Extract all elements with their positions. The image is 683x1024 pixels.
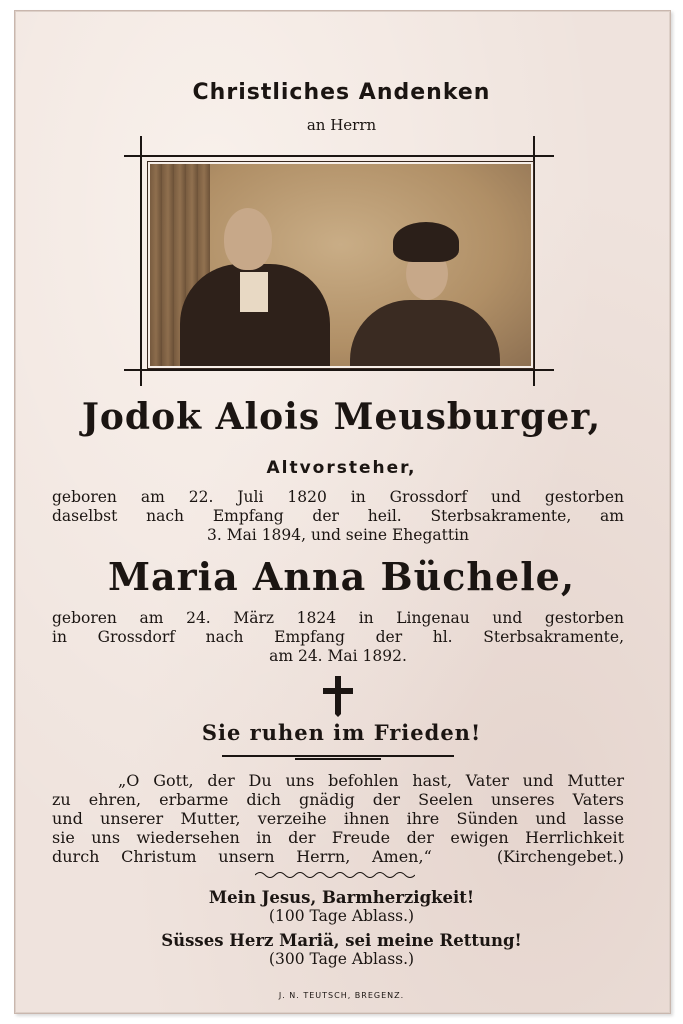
frame-right-line [533,136,535,386]
biography-paragraph-1 [52,488,624,545]
card-subheading: an Herrn [306,116,377,134]
divider-rule-thick [295,758,381,760]
deceased-name-2: Maria Anna Büchele, [107,554,576,599]
deceased-name-1: Jodok Alois Meusburger, [81,396,602,438]
divider-rule [222,755,454,757]
prayer-line-3: und unserer Mutter, verzeihe ihnen ihre Sünden und lasse [52,809,624,828]
photo-man-shirt [240,272,268,312]
couple-photograph [148,162,533,368]
indulgence-days-1: (100 Tage Ablass.) [268,907,415,925]
bio2-line-1: geboren am 24. März 1824 in Lingenau und gestorben [52,609,624,627]
prayer-line-2: zu ehren, erbarme dich gnädig der Seelen unseres Vaters [52,790,624,809]
frame-top-line [124,155,554,157]
biography-paragraph-2 [52,609,624,666]
indulgence-prayer-2: Süsses Herz Mariä, sei meine Rettung! [161,931,522,950]
photo-woman-hat [393,222,459,262]
bio1-line-2: daselbst nach Empfang der heil. Sterbsakramente, am [52,507,624,525]
bio2-line-3: am 24. Mai 1892. [269,647,407,665]
bio1-line-1: geboren am 22. Juli 1820 in Grossdorf und gestorben [52,488,624,506]
prayer-line-1: „O Gott, der Du uns befohlen hast, Vater und Mutter [118,771,624,790]
bio2-line-2: in Grossdorf nach Empfang der hl. Sterbsakramente, [52,628,624,646]
card-heading: Christliches Andenken [192,80,491,105]
frame-bottom-line [124,369,554,371]
wavy-divider [255,870,415,880]
cross-icon [318,674,358,718]
photo-woman-body [350,300,500,368]
prayer-line-5: durch Christum unsern Herrn, Amen,“ (Kirchengebet.) [52,847,624,866]
bio1-line-3: 3. Mai 1894, und seine Ehegattin [206,526,470,544]
frame-left-line [140,136,142,386]
deceased-title-1: Altvorsteher, [266,458,417,478]
indulgence-days-2: (300 Tage Ablass.) [268,950,415,968]
rest-in-peace-heading: Sie ruhen im Frieden! [201,720,482,745]
prayer-line-4: sie uns wiedersehen in der Freude der ewigen Herrlichkeit [52,828,624,847]
prayer-paragraph [52,771,624,866]
photo-man-head [224,208,272,270]
printer-imprint: J. N. TEUTSCH, BREGENZ. [278,991,405,1000]
indulgence-prayer-1: Mein Jesus, Barmherzigkeit! [208,888,475,907]
